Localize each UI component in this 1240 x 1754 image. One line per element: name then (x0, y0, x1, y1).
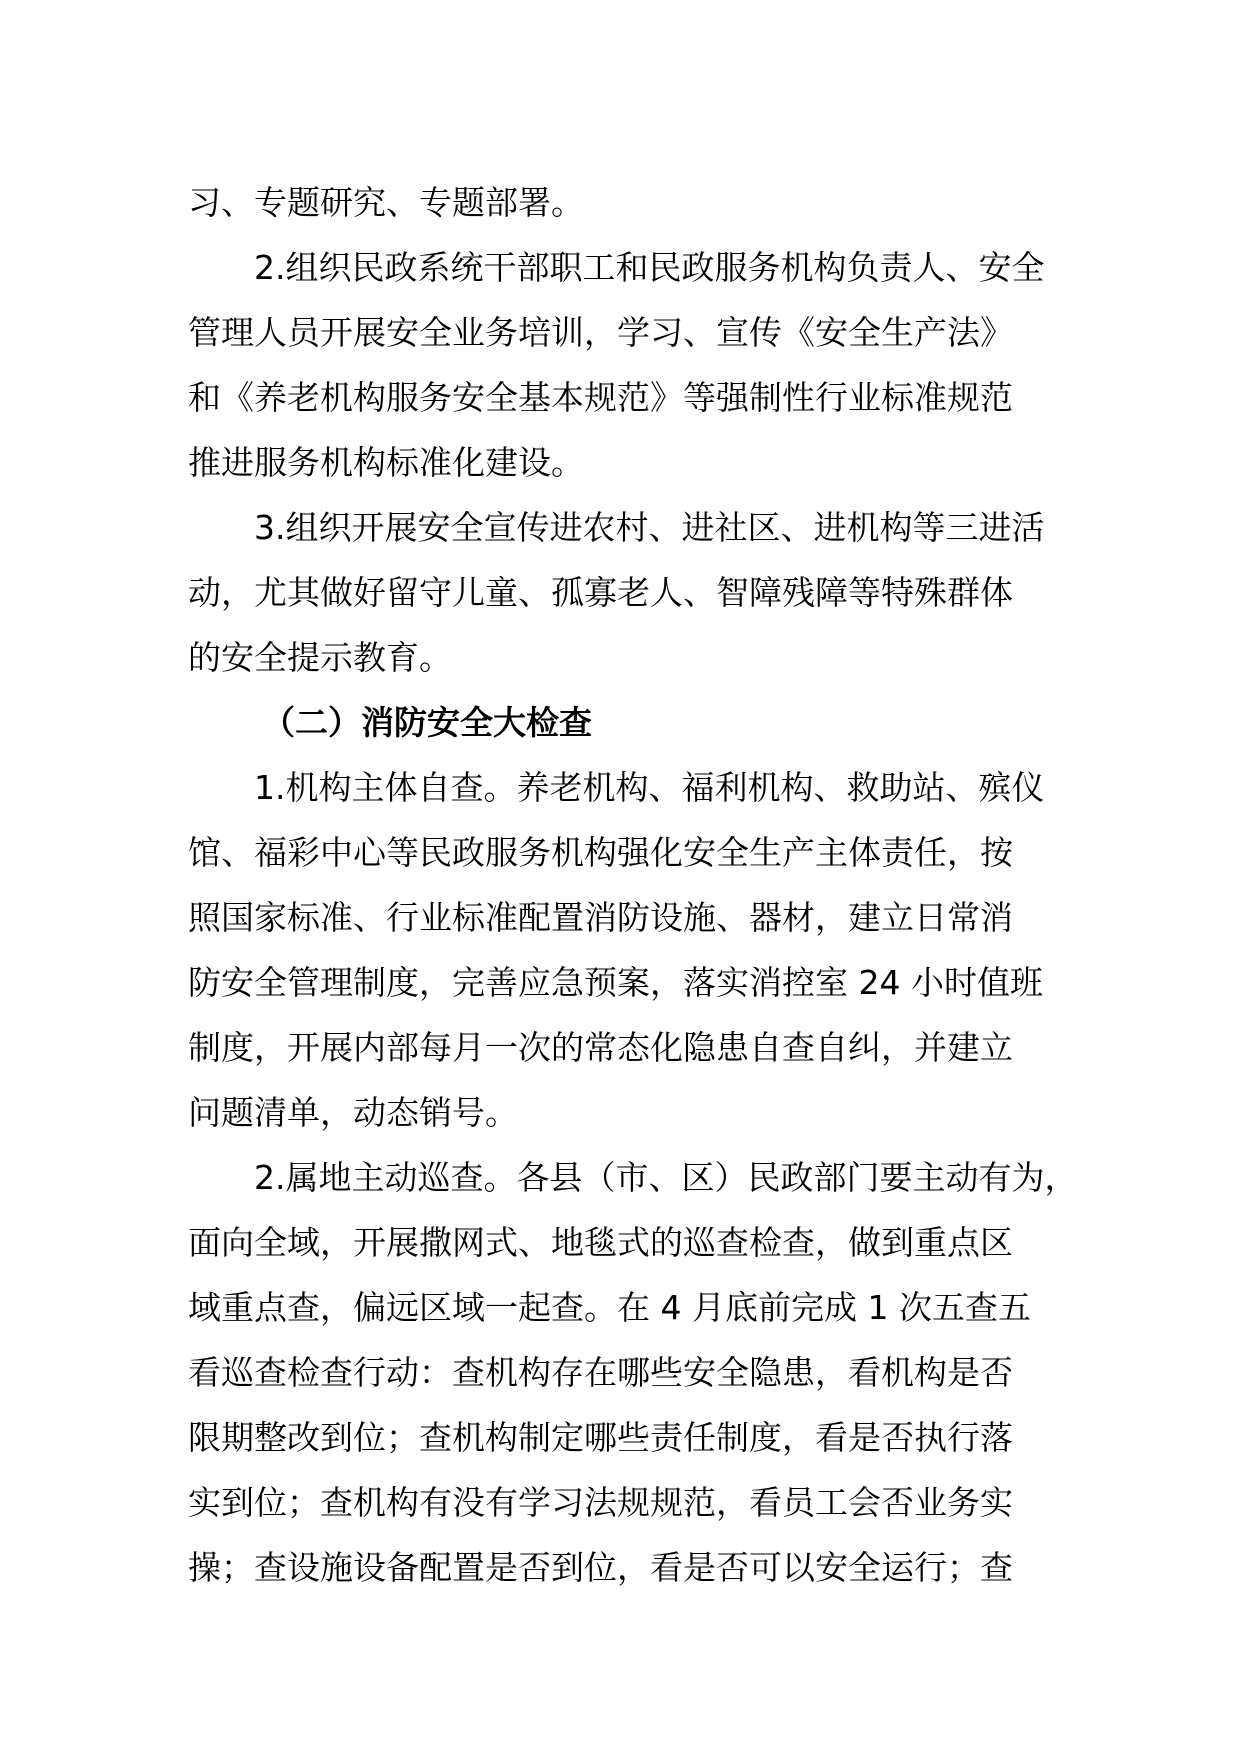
text-line: 2.组织民政系统干部职工和民政服务机构负责人、安全 (254, 248, 1045, 287)
text-line: 动，尤其做好留守儿童、孤寡老人、智障残障等特殊群体 (188, 573, 1013, 612)
text-line: 习、专题研究、专题部署。 (188, 183, 584, 222)
text-line: 防安全管理制度，完善应急预案，落实消控室 24 小时值班 (188, 963, 1043, 1002)
text-line: 看巡查检查行动：查机构存在哪些安全隐患，看机构是否 (188, 1353, 1013, 1392)
text-line: 馆、福彩中心等民政服务机构强化安全生产主体责任，按 (188, 833, 1013, 872)
text-line: 1.机构主体自查。养老机构、福利机构、救助站、殡仪 (254, 768, 1045, 807)
text-line: 和《养老机构服务安全基本规范》等强制性行业标准规范 (188, 378, 1013, 417)
text-line: 操；查设施设备配置是否到位，看是否可以安全运行；查 (188, 1548, 1013, 1587)
text-line: 2.属地主动巡查。各县（市、区）民政部门要主动有为， (254, 1158, 1078, 1197)
text-line: 的安全提示教育。 (188, 638, 452, 677)
text-line: 推进服务机构标准化建设。 (188, 443, 584, 482)
text-line: 实到位；查机构有没有学习法规规范，看员工会否业务实 (188, 1483, 1013, 1522)
text-line: 域重点查，偏远区域一起查。在 4 月底前完成 1 次五查五 (188, 1288, 1031, 1327)
text-line: 制度，开展内部每月一次的常态化隐患自查自纠，并建立 (188, 1028, 1013, 1067)
text-line: 管理人员开展安全业务培训，学习、宣传《安全生产法》 (188, 313, 1013, 352)
text-line: 问题清单，动态销号。 (188, 1093, 518, 1132)
document-body (188, 170, 1078, 1600)
text-line: 3.组织开展安全宣传进农村、进社区、进机构等三进活 (254, 508, 1045, 547)
text-line: 限期整改到位；查机构制定哪些责任制度，看是否执行落 (188, 1418, 1013, 1457)
text-line: 照国家标准、行业标准配置消防设施、器材，建立日常消 (188, 898, 1013, 937)
section-heading: （二）消防安全大检查 (262, 703, 592, 742)
text-line: 面向全域，开展撒网式、地毯式的巡查检查，做到重点区 (188, 1223, 1013, 1262)
